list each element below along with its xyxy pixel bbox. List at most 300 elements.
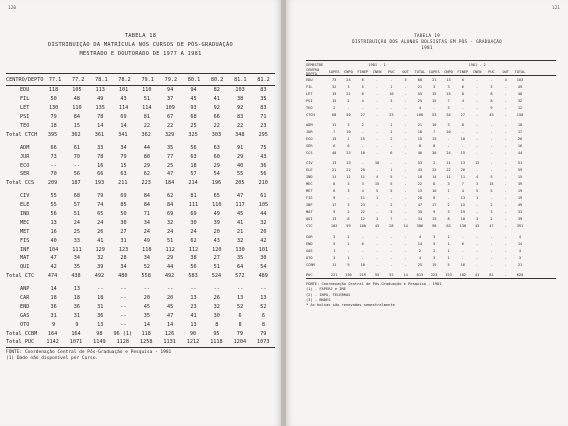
table-cell: 2: [361, 122, 364, 127]
table-cell: 69: [167, 211, 174, 218]
table-row: [6, 143, 275, 152]
table-cell: 44: [167, 264, 174, 271]
table-cell: 59: [346, 224, 351, 229]
table-cell: 583: [188, 273, 198, 280]
table-cell: 8: [433, 196, 436, 201]
table-cell: 15: [417, 136, 423, 141]
table-cell: 51: [517, 161, 523, 166]
table-cell: 130: [459, 224, 467, 229]
table-cell: -: [404, 217, 407, 222]
table-cell: 24: [73, 219, 81, 226]
table-cell: -: [504, 241, 507, 246]
table-footnotes: [6, 350, 275, 362]
table-cell: 3: [433, 84, 436, 89]
table-cell: 1073: [257, 339, 270, 346]
table-cell: -: [347, 196, 350, 201]
table-cell: -: [361, 255, 364, 260]
table-cell: -: [390, 105, 393, 110]
total-row: [6, 329, 275, 338]
table-cell: 43: [213, 237, 220, 244]
table-cell: -: [504, 112, 507, 117]
table-cell: -: [461, 255, 464, 260]
table-cell: 52: [260, 303, 267, 310]
row-label: ECO: [20, 162, 30, 169]
table-cell: 1: [375, 196, 379, 201]
table-cell: 8: [447, 217, 450, 222]
table-cell: 43: [474, 224, 480, 229]
table-cell: 480: [118, 273, 128, 280]
table-cell: 15: [446, 91, 451, 96]
table-cell: -: [361, 234, 364, 239]
table-cell: 9: [490, 105, 493, 110]
table-cell: 1071: [69, 339, 83, 346]
table-cell: 3: [447, 122, 450, 127]
table-cell: -: [504, 91, 507, 96]
table-cell: 572: [235, 273, 245, 280]
table-cell: 114: [118, 105, 129, 112]
table-cell: 3: [490, 210, 493, 215]
column-header: FINEP: [457, 69, 469, 74]
table-cell: 71: [143, 211, 150, 218]
table-cell: 23: [389, 112, 394, 117]
table-cell: -: [490, 255, 493, 260]
table-cell: 1128: [116, 339, 130, 346]
table-cell: 5: [447, 262, 450, 267]
table-cell: -: [476, 241, 479, 246]
table-cell: 79: [97, 193, 104, 200]
footnote: FONTE: Coordenação Central de Pós-Graduação e Pesquisa - 1981: [306, 282, 442, 287]
table-cell: -: [361, 161, 364, 166]
table-cell: 22: [213, 123, 220, 129]
table-row: [306, 90, 556, 97]
table-cell: 30: [432, 150, 437, 155]
table-cell: 39: [213, 219, 220, 226]
table-cell: 8: [490, 91, 493, 96]
table-cell: 1: [447, 189, 450, 194]
table-cell: -: [476, 255, 479, 260]
row-label: CTCH: [306, 112, 315, 117]
table-cell: -: [461, 248, 464, 253]
table-cell: 68: [190, 114, 197, 121]
table-cell: 110: [142, 87, 152, 94]
table-header-row: [306, 68, 556, 75]
table-cell: 51: [143, 96, 150, 103]
table-cell: 341: [118, 131, 128, 138]
table-cell: 9: [75, 321, 79, 328]
table-row: [6, 95, 275, 104]
table-cell: -: [404, 161, 407, 166]
table-cell: -: [476, 84, 479, 89]
table-cell: 50: [346, 112, 351, 117]
table-cell: --: [190, 286, 197, 293]
table-cell: 18: [50, 123, 57, 129]
row-label: ADM: [306, 122, 313, 127]
table-cell: 7: [433, 129, 436, 134]
table-cell: -: [375, 143, 379, 148]
table-cell: 10: [360, 262, 365, 267]
table-cell: 489: [258, 273, 268, 280]
table-cell: 118: [142, 246, 152, 253]
table-cell: 55: [236, 171, 244, 178]
table-cell: 1: [347, 234, 350, 239]
column-header: 77.2: [71, 76, 85, 83]
table-cell: 31: [97, 303, 104, 310]
table-cell: -: [390, 248, 393, 253]
table-cell: -: [476, 210, 479, 215]
table-cell: 1118: [210, 339, 223, 346]
table-cell: 78: [97, 114, 104, 121]
footnote: * As bolsas são renovadas semestralmente: [306, 303, 395, 308]
table-cell: --: [120, 321, 127, 328]
row-label: CTC: [306, 224, 313, 229]
table-cell: 4: [375, 175, 379, 180]
table-cell: 64: [236, 264, 244, 271]
table-cell: 34: [417, 217, 423, 222]
table-cell: 1: [347, 136, 350, 141]
table-cell: 66: [213, 114, 220, 121]
table-cell: 24: [346, 77, 351, 82]
table-cell: 6: [333, 189, 336, 194]
table-cell: 4: [476, 175, 479, 180]
table-cell: 1: [447, 255, 450, 260]
table-cell: -: [504, 161, 507, 166]
table-cell: 524: [211, 273, 222, 280]
table-cell: 40: [50, 237, 57, 244]
table-cell: 6: [333, 143, 336, 148]
table-cell: 11: [331, 122, 337, 127]
table-cell: 5: [404, 77, 407, 82]
row-label: ECO: [306, 136, 313, 141]
column-header: CNPQ: [344, 69, 353, 74]
table-cell: 129: [95, 246, 105, 253]
table-cell: 17: [331, 203, 337, 208]
table-cell: 49: [517, 203, 523, 208]
table-cell: 111: [72, 246, 82, 253]
table-cell: -: [404, 122, 407, 127]
table-row: [306, 188, 556, 195]
table-row: [6, 263, 275, 272]
table-cell: 1: [447, 234, 450, 239]
table-cell: -: [504, 98, 507, 103]
table-cell: 1204: [233, 339, 247, 346]
table-row: [6, 218, 275, 227]
table-cell: 49: [517, 84, 523, 89]
table-cell: 26: [460, 168, 465, 173]
table-cell: -: [390, 241, 393, 246]
table-cell: 2: [333, 105, 336, 110]
table-cell: -: [404, 234, 407, 239]
column-header: CNEN: [472, 69, 482, 74]
table-cell: 31: [517, 210, 523, 215]
table-cell: 41: [97, 237, 104, 244]
table-cell: 22: [360, 210, 365, 215]
table-cell: 11: [331, 175, 337, 180]
table-cell: --: [120, 312, 127, 319]
table-cell: 47: [236, 193, 244, 200]
row-label: QUI: [306, 217, 313, 222]
table-cell: 25: [417, 262, 423, 267]
table-cell: 82: [213, 87, 220, 94]
table-cell: 56: [190, 144, 197, 151]
table-cell: 158: [516, 112, 524, 117]
table-row: [6, 86, 275, 95]
table-cell: 19: [432, 262, 437, 267]
table-cell: 4: [518, 248, 522, 253]
table-cell: 90: [189, 330, 197, 337]
table-cell: -: [504, 129, 507, 134]
table-cell: 13: [260, 295, 267, 302]
table-cell: -: [375, 136, 379, 141]
table-cell: 48: [73, 96, 81, 103]
row-label: END: [20, 303, 30, 310]
table-cell: 395: [47, 131, 58, 138]
table-cell: 18: [517, 122, 523, 127]
table-cell: 35: [143, 312, 150, 319]
table-cell: -: [404, 189, 407, 194]
table-cell: -: [375, 98, 379, 103]
table-cell: 69: [190, 211, 197, 218]
table-cell: 54: [260, 264, 267, 271]
table-cell: 35: [417, 210, 423, 215]
table-cell: 93: [190, 105, 197, 112]
table-cell: -: [375, 168, 379, 173]
table-cell: 13: [460, 161, 465, 166]
table-rule: [306, 278, 556, 279]
table-cell: 68: [73, 193, 81, 200]
table-cell: 13: [190, 295, 197, 302]
row-label: QUI: [20, 264, 30, 271]
column-header: 80.2: [210, 76, 224, 83]
table-cell: -: [504, 272, 507, 277]
table-row: [6, 227, 275, 236]
table-cell: 84: [167, 202, 174, 209]
table-cell: 35: [260, 96, 267, 103]
table-cell: 24: [190, 228, 197, 235]
table-cell: 16: [517, 143, 523, 148]
row-label: SER: [20, 171, 30, 178]
table-cell: 85: [120, 202, 127, 209]
column-header: 81.2: [257, 76, 270, 83]
table-cell: 325: [188, 131, 198, 138]
table-cell: 55: [417, 91, 423, 96]
table-cell: -: [476, 136, 479, 141]
table-cell: 69: [120, 114, 127, 121]
table-cell: 6: [238, 312, 242, 319]
row-label: MAT: [306, 210, 313, 215]
table-cell: -: [490, 77, 493, 82]
page-number: 121: [551, 6, 560, 11]
table-cell: 24: [143, 228, 150, 235]
row-label: INF: [306, 203, 313, 208]
table-row: [306, 254, 556, 261]
column-header: 78.2: [118, 76, 131, 83]
table-cell: -: [404, 129, 407, 134]
table-cell: 34: [120, 264, 127, 271]
table-cell: 14: [432, 175, 437, 180]
table-cell: 329: [164, 131, 175, 138]
table-cell: 6: [361, 241, 364, 246]
table-cell: 25: [417, 98, 423, 103]
table-cell: 13: [190, 321, 197, 328]
table-cell: 70: [50, 171, 57, 178]
table-cell: 26: [213, 295, 220, 302]
table-row: [306, 195, 556, 202]
table-cell: 24: [446, 150, 451, 155]
table-cell: 36: [260, 162, 267, 169]
table-cell: 27: [213, 255, 220, 262]
table-cell: 12: [360, 217, 365, 222]
table-cell: 44: [517, 150, 523, 155]
table-label: TABELA 18: [124, 33, 157, 39]
row-label: LET: [20, 105, 30, 112]
table-cell: 52: [389, 272, 394, 277]
table-cell: 14: [97, 123, 104, 129]
table-cell: 1: [390, 122, 393, 127]
table-cell: 10: [346, 129, 351, 134]
table-cell: 11: [360, 175, 365, 180]
table-cell: 118: [141, 330, 151, 337]
table-cell: 30: [260, 255, 267, 262]
table-cell: -: [404, 150, 407, 155]
table-cell: 34: [120, 144, 127, 151]
table-cell: 474: [47, 273, 58, 280]
table-row: [306, 216, 556, 223]
table-cell: 55: [50, 202, 57, 209]
table-cell: 32: [167, 219, 174, 226]
table-cell: 1149: [93, 339, 106, 346]
table-cell: 4: [461, 189, 464, 194]
table-cell: 22: [432, 168, 437, 173]
table-cell: 13: [331, 217, 337, 222]
table-cell: 210: [258, 180, 268, 187]
table-cell: 13: [50, 219, 57, 226]
table-cell: -: [461, 234, 464, 239]
table-row: [306, 121, 556, 128]
row-label: LET: [306, 91, 313, 96]
table-cell: 23: [346, 150, 351, 155]
table-cell: 53: [432, 112, 437, 117]
table-cell: -: [490, 241, 493, 246]
table-cell: 126: [164, 330, 175, 337]
table-cell: -: [504, 210, 507, 215]
table-cell: 19: [517, 196, 523, 201]
table-subtitle: 1981: [421, 46, 433, 51]
table-cell: 112: [165, 246, 175, 253]
table-cell: 59: [517, 168, 523, 173]
header-group-row: [306, 61, 556, 68]
table-row: [306, 181, 556, 188]
table-cell: -: [504, 234, 507, 239]
table-cell: 56: [73, 171, 81, 178]
table-cell: -: [404, 210, 407, 215]
table-cell: 214: [188, 180, 198, 187]
table-cell: 5: [490, 175, 493, 180]
table-cell: 361: [94, 131, 105, 138]
table-cell: 15: [374, 182, 380, 187]
table-cell: 43: [489, 112, 494, 117]
table-cell: 9: [52, 321, 56, 328]
table-cell: 118: [48, 87, 59, 94]
row-label: GAS: [306, 248, 313, 253]
table-cell: -: [404, 248, 407, 253]
table-cell: 8: [238, 321, 242, 328]
table-cell: 1: [476, 196, 479, 201]
table-row: [6, 122, 275, 131]
table-cell: -: [375, 234, 379, 239]
table-cell: 33: [73, 237, 81, 244]
table-cell: 105: [72, 87, 82, 94]
table-cell: 15: [517, 175, 523, 180]
table-cell: 362: [71, 131, 81, 138]
table-cell: -: [504, 217, 507, 222]
table-title: DISTRIBUIÇÃO DOS ALUNOS BOLSISTAS EM PÓS - GRADUAÇÃO: [351, 40, 503, 45]
table-cell: 32: [213, 303, 220, 310]
table-cell: 4: [504, 77, 507, 82]
table-cell: -: [476, 150, 479, 155]
table-cell: --: [97, 286, 104, 293]
table-cell: 1131: [163, 339, 176, 346]
table-cell: 2: [447, 203, 450, 208]
table-cell: 31: [120, 237, 127, 244]
table-cell: 45: [167, 303, 174, 310]
total-row: [306, 111, 556, 118]
table-cell: 84: [143, 202, 150, 209]
table-cell: 68: [331, 112, 337, 117]
table-cell: --: [167, 286, 174, 293]
table-cell: --: [143, 286, 150, 293]
table-cell: 31: [73, 312, 81, 319]
table-cell: 6: [361, 91, 364, 96]
table-cell: 41: [213, 96, 220, 103]
table-cell: -: [375, 248, 379, 253]
table-cell: 3: [433, 234, 436, 239]
table-cell: 49: [97, 96, 104, 103]
table-cell: 5: [361, 84, 364, 89]
table-cell: -: [433, 105, 436, 110]
table-cell: 2: [347, 210, 350, 215]
table-cell: 43: [374, 224, 380, 229]
table-cell: 13: [346, 161, 351, 166]
table-cell: --: [120, 286, 127, 293]
table-cell: 14: [417, 241, 423, 246]
table-cell: 3: [347, 84, 350, 89]
table-cell: -: [490, 143, 493, 148]
table-cell: -: [390, 77, 393, 82]
table-cell: -: [490, 262, 493, 267]
table-cell: 295: [258, 131, 268, 138]
table-cell: 2: [490, 203, 493, 208]
table-cell: 2: [390, 136, 393, 141]
table-cell: 71: [260, 114, 267, 121]
row-label: Total CTC: [6, 273, 35, 280]
table-cell: 55: [50, 193, 57, 200]
table-row: [306, 142, 556, 149]
table-row: [306, 135, 556, 142]
table-cell: 9: [433, 210, 436, 215]
table-cell: --: [73, 162, 81, 169]
table-cell: 32: [517, 98, 523, 103]
row-label: PSI: [306, 98, 313, 103]
table-cell: 112: [188, 246, 199, 253]
footnote: FONTE: Coordenação Central de Pós-Graduação e Pesquisa - 1981: [6, 349, 172, 355]
table-cell: 20: [213, 228, 220, 235]
table-cell: 23: [360, 203, 365, 208]
table-cell: 2: [433, 161, 436, 166]
table-cell: 49: [143, 237, 150, 244]
table-cell: 31: [50, 312, 57, 319]
table-cell: 18: [417, 129, 423, 134]
row-label: MET: [306, 189, 313, 194]
